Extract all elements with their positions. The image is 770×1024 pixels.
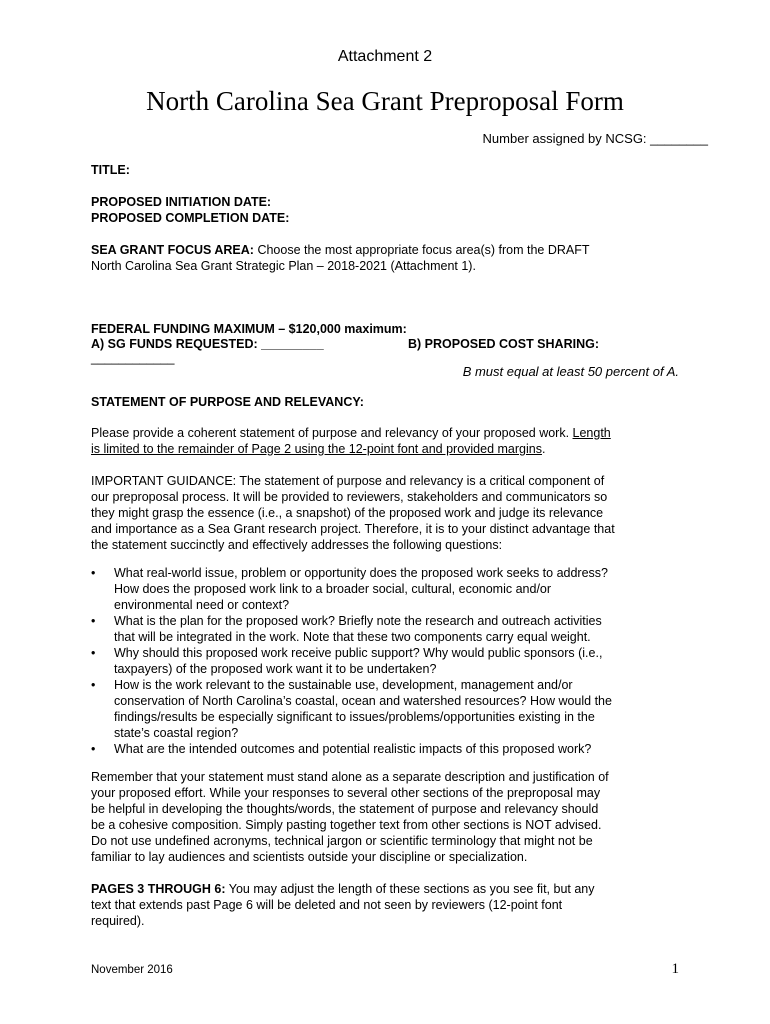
footer-date: November 2016 xyxy=(91,964,173,976)
bullet-icon: • xyxy=(91,566,96,580)
reminder-line: be a cohesive composition. Simply pasting together text from other sections is NOT advised. xyxy=(91,818,602,832)
cost-sharing-label: B) PROPOSED COST SHARING: xyxy=(408,337,599,351)
list-item xyxy=(91,645,691,677)
list-item xyxy=(91,565,691,613)
bullet-icon: • xyxy=(91,678,96,692)
ncsg-number-field: Number assigned by NCSG: ________ xyxy=(482,131,708,146)
list-item-line: How does the proposed work link to a broader social, cultural, economic and/or xyxy=(114,582,552,596)
list-item xyxy=(91,677,691,741)
title-field: TITLE: xyxy=(91,163,130,177)
list-item-line: taxpayers) of the proposed work want it to be undertaken? xyxy=(114,662,437,676)
pages-3-6-line-1 xyxy=(91,881,595,897)
sg-funds-requested: A) SG FUNDS REQUESTED: _________ xyxy=(91,337,324,351)
focus-area-line-1 xyxy=(91,242,590,258)
pages-3-6-line-3: required). xyxy=(91,914,145,928)
statement-intro-end: . xyxy=(541,442,546,456)
attachment-label: Attachment 2 xyxy=(337,48,433,65)
list-item xyxy=(91,741,691,757)
bullet-icon: • xyxy=(91,646,96,660)
guidance-line: IMPORTANT GUIDANCE: The statement of purpose and relevancy is a critical component of xyxy=(91,474,605,488)
length-limit-text-cont: is limited to the remainder of Page 2 using the 12-point font and provided margins xyxy=(91,442,542,456)
list-item-line: findings/results be especially significant to issues/problems/opportunities existing in the xyxy=(114,710,595,724)
budget-note: B must equal at least 50 percent of A. xyxy=(462,364,679,379)
list-item xyxy=(91,613,691,645)
list-item-line: How is the work relevant to the sustainable use, development, management and/or xyxy=(114,678,573,692)
list-item-line: conservation of North Carolina’s coastal, ocean and watershed resources? How would the xyxy=(114,694,612,708)
focus-area-line-2: North Carolina Sea Grant Strategic Plan – 2018-2021 (Attachment 1). xyxy=(91,259,476,273)
list-item-line: What are the intended outcomes and potential realistic impacts of this proposed work? xyxy=(114,742,592,756)
pages-3-6-label: PAGES 3 THROUGH 6: xyxy=(91,882,226,896)
bullet-icon: • xyxy=(91,614,96,628)
statement-intro-line-2 xyxy=(91,441,545,457)
guidance-line: our preproposal process. It will be provided to reviewers, stakeholders and communicators so xyxy=(91,490,608,504)
list-item-line: state’s coastal region? xyxy=(114,726,239,740)
guidance-line: the statement succinctly and effectively addresses the following questions: xyxy=(91,538,503,552)
reminder-line: Do not use undefined acronyms, technical jargon or scientific terminology that might not be xyxy=(91,834,593,848)
focus-area-text: Choose the most appropriate focus area(s) from the DRAFT xyxy=(253,243,590,257)
list-item-line: What is the plan for the proposed work? Briefly note the research and outreach activities xyxy=(114,614,602,628)
bullet-icon: • xyxy=(91,742,96,756)
length-limit-text: Length xyxy=(572,426,611,440)
cost-sharing-blank: ____________ xyxy=(91,351,175,365)
statement-heading: STATEMENT OF PURPOSE AND RELEVANCY: xyxy=(91,395,364,409)
guidance-questions-list xyxy=(91,565,691,757)
initiation-date-field: PROPOSED INITIATION DATE: xyxy=(91,195,272,209)
guidance-line: they might grasp the essence (i.e., a snapshot) of the proposed work and judge its relevance xyxy=(91,506,604,520)
funding-maximum: FEDERAL FUNDING MAXIMUM – $120,000 maximum: xyxy=(91,322,407,336)
reminder-line: familiar to lay audiences and scientists outside your discipline or specialization. xyxy=(91,850,528,864)
list-item-line: What real-world issue, problem or opportunity does the proposed work seeks to address? xyxy=(114,566,609,580)
reminder-line: Remember that your statement must stand alone as a separate description and justification of xyxy=(91,770,609,784)
reminder-line: your proposed effort. While your responses to several other sections of the preproposal may xyxy=(91,786,601,800)
completion-date-field: PROPOSED COMPLETION DATE: xyxy=(91,211,290,225)
focus-area-label: SEA GRANT FOCUS AREA: xyxy=(91,243,254,257)
statement-intro-text: Please provide a coherent statement of purpose and relevancy of your proposed work. xyxy=(91,426,573,440)
page-number: 1 xyxy=(671,961,679,977)
reminder-line: be helpful in developing the thoughts/words, the statement of purpose and relevancy should xyxy=(91,802,599,816)
statement-intro-line-1 xyxy=(91,425,611,441)
list-item-line: environmental need or context? xyxy=(114,598,290,612)
pages-3-6-text: You may adjust the length of these sections as you see fit, but any xyxy=(225,882,595,896)
guidance-line: and importance as a Sea Grant research project. Therefore, it is to your distinct advantage that xyxy=(91,522,615,536)
pages-3-6-line-2: text that extends past Page 6 will be deleted and not seen by reviewers (12-point font xyxy=(91,898,563,912)
list-item-line: that will be integrated in the work. Note that these two components carry equal weight. xyxy=(114,630,591,644)
page-title: North Carolina Sea Grant Preproposal Form xyxy=(146,86,624,116)
list-item-line: Why should this proposed work receive public support? Why would public sponsors (i.e., xyxy=(114,646,603,660)
